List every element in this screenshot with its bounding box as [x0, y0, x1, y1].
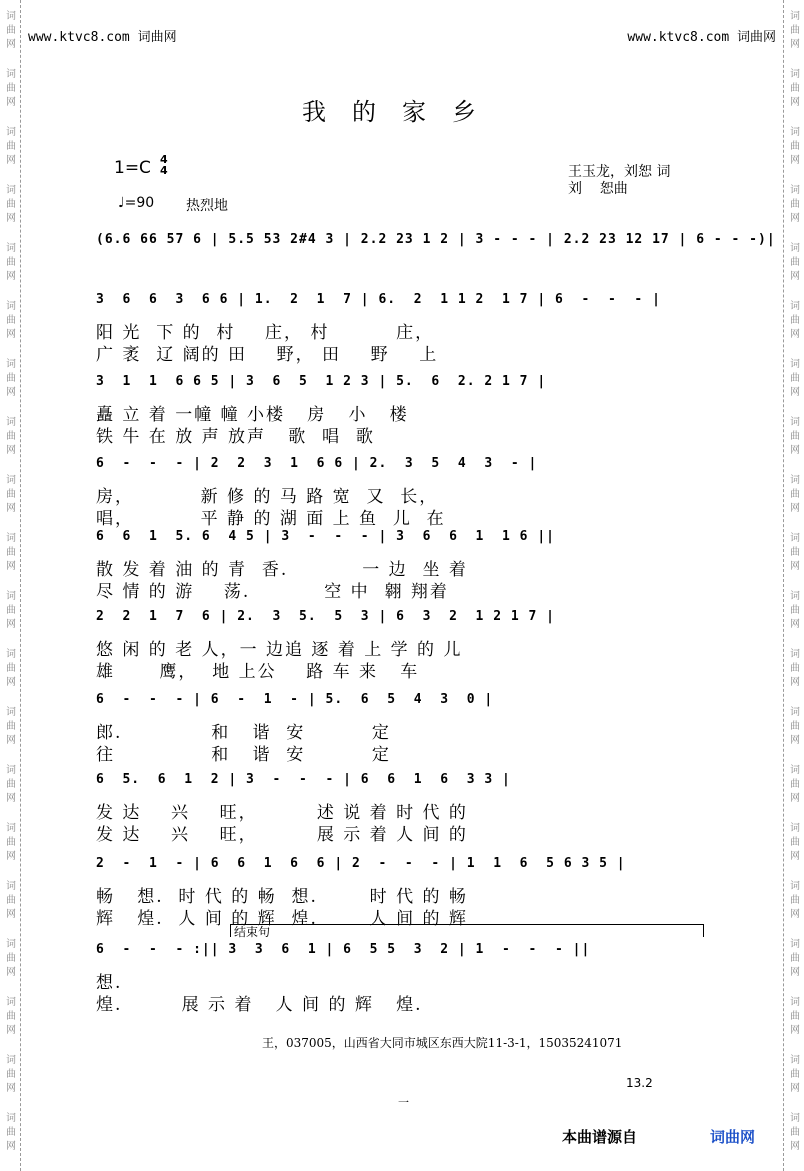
side-watermark-glyph: 网: [790, 271, 800, 282]
expression-marking: 热烈地: [186, 198, 228, 214]
side-watermark-glyph: 网: [6, 503, 16, 514]
notation-row: 6 - - - | 2 2 3 1 6 6 | 2. 3 5 4 3 - |: [96, 456, 538, 471]
side-watermark-glyph: 曲: [790, 837, 800, 848]
side-watermark-glyph: 词: [6, 11, 16, 22]
side-watermark-glyph: 曲: [790, 25, 800, 36]
song-title: 我的家乡: [302, 98, 502, 126]
side-watermark-glyph: 词: [6, 417, 16, 428]
side-watermark-text: [2, 126, 20, 168]
side-watermark-glyph: 曲: [790, 431, 800, 442]
side-watermark-glyph: 词: [790, 997, 800, 1008]
side-watermark-glyph: 网: [6, 329, 16, 340]
side-watermark-text: [2, 648, 20, 690]
side-watermark-glyph: 网: [6, 155, 16, 166]
notation-row: 6 6 1 5. 6 4 5 | 3 - - - | 3 6 6 1 1 6 ||: [96, 529, 555, 544]
side-watermark-glyph: 曲: [790, 663, 800, 674]
side-watermark-glyph: 曲: [6, 1011, 16, 1022]
side-watermark-text: [786, 358, 804, 400]
side-watermark-glyph: 曲: [790, 373, 800, 384]
side-watermark-text: [786, 880, 804, 922]
side-watermark-glyph: 曲: [790, 605, 800, 616]
header-site-left[interactable]: www.ktvc8.com 词曲网: [28, 30, 177, 45]
side-watermark-text: [786, 938, 804, 980]
side-watermark-text: [2, 532, 20, 574]
side-watermark-glyph: 词: [790, 1055, 800, 1066]
side-watermark-text: [786, 648, 804, 690]
side-watermark-glyph: 词: [6, 997, 16, 1008]
side-watermark-text: [2, 358, 20, 400]
side-watermark-glyph: 词: [6, 301, 16, 312]
side-watermark-glyph: 网: [790, 619, 800, 630]
side-watermark-glyph: 网: [790, 561, 800, 572]
side-watermark-text: [786, 126, 804, 168]
side-watermark-glyph: 曲: [6, 315, 16, 326]
side-watermark-glyph: 词: [790, 359, 800, 370]
side-watermark-glyph: 词: [790, 185, 800, 196]
credits: [568, 164, 670, 198]
key-signature: 1=C: [114, 158, 151, 178]
side-watermark-glyph: 词: [6, 359, 16, 370]
side-watermark-glyph: 词: [790, 533, 800, 544]
side-watermark-glyph: 网: [6, 1025, 16, 1036]
side-watermark-glyph: 词: [790, 707, 800, 718]
side-watermark-glyph: 词: [790, 823, 800, 834]
side-watermark-text: [2, 822, 20, 864]
side-watermark-glyph: 曲: [790, 895, 800, 906]
notation-row: 2 2 1 7 6 | 2. 3 5. 5 3 | 6 3 2 1 2 1 7 |: [96, 609, 555, 624]
side-watermark-glyph: 曲: [790, 1069, 800, 1080]
side-watermark-glyph: 曲: [6, 83, 16, 94]
composer-credit: 刘 恕曲: [568, 181, 628, 197]
lyric-verse-1: 畅 想. 时 代 的 畅 想. 时 代 的 畅: [96, 887, 468, 907]
side-watermark-glyph: 曲: [790, 257, 800, 268]
side-watermark-glyph: 词: [6, 475, 16, 486]
side-watermark-text: [786, 10, 804, 52]
side-watermark-glyph: 曲: [790, 779, 800, 790]
side-watermark-glyph: 曲: [790, 1011, 800, 1022]
side-watermark-text: [2, 706, 20, 748]
side-watermark-glyph: 曲: [6, 837, 16, 848]
lyric-verse-2: 尽 情 的 游 荡. 空 中 翱 翔着: [96, 582, 449, 602]
side-watermark-text: [786, 300, 804, 342]
side-watermark-glyph: 曲: [6, 895, 16, 906]
tempo-marking: ♩=90: [118, 195, 155, 211]
side-watermark-glyph: 网: [6, 39, 16, 50]
side-watermark-glyph: 网: [790, 387, 800, 398]
side-watermark-glyph: 网: [790, 445, 800, 456]
side-watermark-glyph: 曲: [790, 199, 800, 210]
side-watermark-glyph: 曲: [790, 83, 800, 94]
side-watermark-glyph: 词: [790, 69, 800, 80]
side-watermark-glyph: 网: [790, 793, 800, 804]
side-watermark-text: [786, 416, 804, 458]
side-watermark-glyph: 词: [790, 649, 800, 660]
side-watermark-glyph: 曲: [6, 1069, 16, 1080]
side-watermark-glyph: 词: [6, 1055, 16, 1066]
side-watermark-text: [786, 184, 804, 226]
side-watermark-glyph: 网: [790, 503, 800, 514]
lyric-verse-1: 阳 光 下 的 村 庄， 村 庄，: [96, 323, 435, 343]
side-watermark-text: [786, 532, 804, 574]
side-watermark-glyph: 网: [790, 967, 800, 978]
side-watermark-glyph: 网: [6, 851, 16, 862]
side-watermark-glyph: 网: [6, 561, 16, 572]
side-watermark-glyph: 网: [790, 1025, 800, 1036]
side-watermark-glyph: 词: [790, 11, 800, 22]
side-watermark-glyph: 曲: [6, 663, 16, 674]
side-watermark-glyph: 词: [6, 649, 16, 660]
side-watermark-glyph: 词: [6, 881, 16, 892]
lyricist-credit: 王玉龙，刘恕 词: [568, 164, 671, 180]
side-watermark-text: [2, 300, 20, 342]
side-watermark-text: [2, 590, 20, 632]
side-watermark-glyph: 词: [6, 591, 16, 602]
side-watermark-glyph: 网: [6, 793, 16, 804]
side-watermark-glyph: 网: [790, 677, 800, 688]
lyric-verse-1: 悠 闲 的 老 人，一 边追 逐 着 上 学 的 儿: [96, 640, 463, 660]
intro-notes: (6.6 66 57 6 | 5.5 53 2#4 3 | 2.2 23 1 2 | 3 - - - | 2.2 23 12 17 | 6 - - -)|: [96, 232, 776, 247]
side-watermark-glyph: 网: [790, 155, 800, 166]
side-watermark-glyph: 曲: [6, 779, 16, 790]
side-watermark-glyph: 词: [790, 1113, 800, 1124]
side-watermark-glyph: 曲: [790, 547, 800, 558]
side-watermark-glyph: 网: [6, 1083, 16, 1094]
time-signature: [160, 154, 168, 176]
lyric-verse-2: 广 袤 辽 阔的 田 野， 田 野 上: [96, 345, 439, 365]
side-watermark-glyph: 词: [790, 417, 800, 428]
side-watermark-glyph: 词: [790, 765, 800, 776]
page-mark: 一: [398, 1096, 409, 1109]
side-watermark-glyph: 词: [790, 301, 800, 312]
side-watermark-glyph: 曲: [790, 953, 800, 964]
side-watermark-text: [2, 764, 20, 806]
side-watermark-text: [786, 590, 804, 632]
side-watermark-glyph: 网: [6, 619, 16, 630]
side-watermark-glyph: 词: [6, 533, 16, 544]
side-watermark-glyph: 曲: [790, 315, 800, 326]
side-watermark-text: [786, 996, 804, 1038]
side-watermark-glyph: 曲: [790, 489, 800, 500]
side-watermark-glyph: 网: [790, 735, 800, 746]
side-watermark-glyph: 词: [790, 127, 800, 138]
notation-row: 3 1 1 6 6 5 | 3 6 5 1 2 3 | 5. 6 2. 2 1 7 |: [96, 374, 547, 389]
side-watermark-glyph: 网: [790, 1083, 800, 1094]
notation-row: 3 6 6 3 6 6 | 1. 2 1 7 | 6. 2 1 1 2 1 7 | 6 - - - |: [96, 292, 661, 307]
side-watermark-glyph: 曲: [6, 257, 16, 268]
side-watermark-text: [2, 416, 20, 458]
ending-bracket: [230, 924, 704, 937]
side-watermark-glyph: 词: [6, 69, 16, 80]
footer-source-label: 本曲谱源自: [562, 1128, 638, 1146]
side-watermark-glyph: 词: [6, 939, 16, 950]
side-watermark-glyph: 网: [6, 445, 16, 456]
side-watermark-glyph: 曲: [790, 141, 800, 152]
side-watermark-glyph: 曲: [6, 953, 16, 964]
notation-row: 6 - - - | 6 - 1 - | 5. 6 5 4 3 0 |: [96, 692, 494, 707]
side-watermark-text: [786, 706, 804, 748]
side-watermark-glyph: 网: [6, 967, 16, 978]
side-watermark-glyph: 曲: [6, 141, 16, 152]
side-watermark-text: [2, 474, 20, 516]
footer-brand-link[interactable]: 词曲网: [710, 1128, 756, 1146]
side-watermark-glyph: 网: [790, 1141, 800, 1152]
side-watermark-text: [786, 1112, 804, 1154]
lyric-verse-1: 想.: [96, 973, 123, 993]
time-sig-top: 4: [160, 153, 168, 166]
side-watermark-glyph: 词: [790, 243, 800, 254]
side-watermark-glyph: 词: [6, 185, 16, 196]
lyric-verse-2: 雄 鹰， 地 上公 路 车 来 车: [96, 662, 420, 682]
notation-row: 6 - - - :|| 3 3 6 1 | 6 5 5 3 2 | 1 - - - ||: [96, 942, 591, 957]
side-watermark-text: [2, 880, 20, 922]
side-watermark-glyph: 词: [6, 1113, 16, 1124]
side-watermark-glyph: 曲: [6, 721, 16, 732]
side-watermark-glyph: 网: [790, 909, 800, 920]
lyric-verse-1: 郎. 和 谐 安 定: [96, 723, 391, 743]
side-watermark-glyph: 词: [6, 127, 16, 138]
side-watermark-glyph: 网: [790, 851, 800, 862]
side-watermark-text: [2, 10, 20, 52]
side-watermark-glyph: 曲: [6, 489, 16, 500]
side-watermark-glyph: 网: [6, 387, 16, 398]
side-watermark-glyph: 词: [790, 591, 800, 602]
lyric-verse-1: 矗 立 着 一幢 幢 小楼 房 小 楼: [96, 405, 409, 425]
notation-row: 6 5. 6 1 2 | 3 - - - | 6 6 1 6 3 3 |: [96, 772, 511, 787]
side-watermark-glyph: 词: [790, 939, 800, 950]
side-watermark-glyph: 曲: [6, 373, 16, 384]
lyric-verse-2: 发 达 兴 旺， 展 示 着 人 间 的: [96, 825, 468, 845]
side-watermark-text: [786, 764, 804, 806]
side-watermark-glyph: 网: [790, 39, 800, 50]
side-watermark-glyph: 网: [790, 213, 800, 224]
side-watermark-glyph: 词: [6, 823, 16, 834]
side-watermark-glyph: 网: [6, 271, 16, 282]
side-watermark-text: [786, 1054, 804, 1096]
lyric-verse-2: 煌. 展 示 着 人 间 的 辉 煌.: [96, 995, 423, 1015]
side-watermark-glyph: 网: [6, 97, 16, 108]
side-watermark-text: [786, 822, 804, 864]
lyric-verse-1: 散 发 着 油 的 青 香. 一 边 坐 着: [96, 560, 468, 580]
score-date: 13.2: [626, 1076, 653, 1090]
side-watermark-glyph: 词: [790, 881, 800, 892]
side-watermark-glyph: 曲: [6, 431, 16, 442]
side-watermark-text: [2, 184, 20, 226]
side-watermark-glyph: 曲: [790, 1127, 800, 1138]
side-watermark-glyph: 网: [6, 735, 16, 746]
lyric-verse-2: 辉 煌. 人 间 的 辉 煌. 人 间 的 辉: [96, 909, 468, 929]
lyric-verse-1: 房， 新 修 的 马 路 宽 又 长，: [96, 487, 439, 507]
notation-row: 2 - 1 - | 6 6 1 6 6 | 2 - - - | 1 1 6 5 6 3 5 |: [96, 856, 626, 871]
side-watermark-glyph: 词: [6, 707, 16, 718]
side-watermark-glyph: 网: [6, 1141, 16, 1152]
side-watermark-text: [786, 474, 804, 516]
side-watermark-text: [786, 242, 804, 284]
side-watermark-glyph: 网: [790, 97, 800, 108]
side-watermark-glyph: 曲: [790, 721, 800, 732]
contact-address: 王，037005，山西省大同市城区东西大院11-3-1，15035241071: [262, 1036, 623, 1050]
side-watermark-glyph: 曲: [6, 605, 16, 616]
time-sig-bottom: 4: [160, 164, 168, 177]
lyric-verse-2: 铁 牛 在 放 声 放声 歌 唱 歌: [96, 427, 375, 447]
side-watermark-text: [2, 1112, 20, 1154]
side-watermark-text: [2, 242, 20, 284]
side-watermark-glyph: 曲: [6, 1127, 16, 1138]
side-watermark-glyph: 词: [790, 475, 800, 486]
side-watermark-glyph: 词: [6, 243, 16, 254]
side-watermark-glyph: 网: [6, 909, 16, 920]
side-watermark-glyph: 网: [790, 329, 800, 340]
side-watermark-text: [2, 938, 20, 980]
lyric-verse-2: 唱， 平 静 的 湖 面 上 鱼 儿 在: [96, 509, 446, 529]
side-watermark-glyph: 网: [6, 677, 16, 688]
side-watermark-glyph: 词: [6, 765, 16, 776]
header-site-right[interactable]: www.ktvc8.com 词曲网: [627, 30, 776, 45]
side-watermark-glyph: 网: [6, 213, 16, 224]
lyric-verse-2: 往 和 谐 安 定: [96, 745, 391, 765]
ending-label: 结束句: [234, 925, 271, 939]
side-watermark-glyph: 曲: [6, 199, 16, 210]
side-watermark-text: [2, 996, 20, 1038]
side-watermark-glyph: 曲: [6, 547, 16, 558]
side-watermark-text: [2, 1054, 20, 1096]
side-watermark-glyph: 曲: [6, 25, 16, 36]
lyric-verse-1: 发 达 兴 旺， 述 说 着 时 代 的: [96, 803, 468, 823]
